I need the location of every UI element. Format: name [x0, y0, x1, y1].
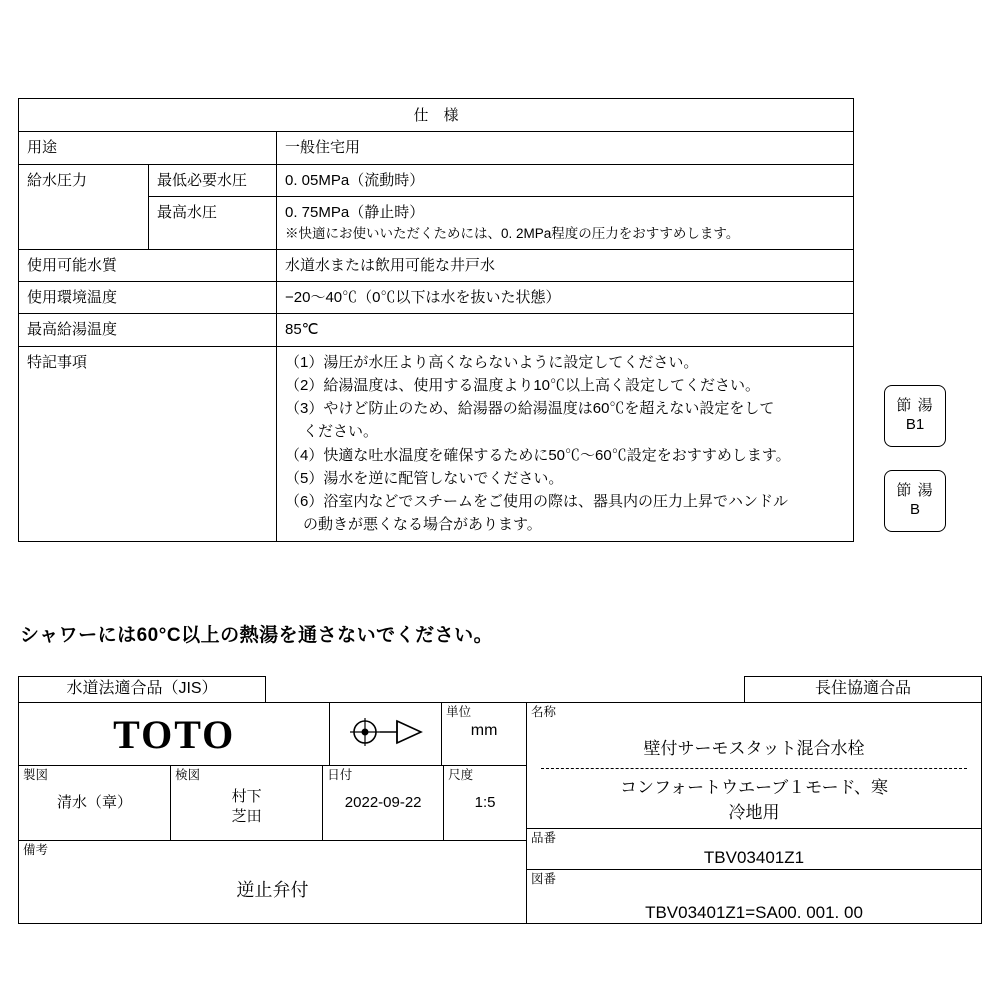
projection-symbol-cell [330, 703, 442, 765]
row-label-shiyo-kano-suishitsu: 使用可能水質 [19, 249, 277, 281]
checker-value-2: 芝田 [231, 808, 262, 826]
scale-cell [444, 766, 526, 840]
note-line: ください。 [303, 423, 379, 441]
product-name-cell [527, 703, 981, 829]
note-line: （3）やけど防止のため、給湯器の給湯温度は60℃を超えない設定をして [285, 400, 775, 418]
saiko-suiatsu-note: ※快適にお使いいただくためには、0. 2MPa程度の圧力をおすすめします。 [285, 226, 740, 241]
setsuyu-badge-b [884, 470, 946, 532]
note-line: （1）湯圧が水圧より高くならないように設定してください。 [285, 353, 699, 371]
row-value-saiko-kyuto-ondo: 85℃ [277, 314, 854, 346]
row-label-youto: 用途 [19, 132, 277, 164]
title-block-right [527, 703, 981, 923]
setsuyu-badge-b-bottom: B [909, 501, 920, 518]
remarks-header: 備考 [23, 843, 49, 857]
drawing-number-cell [527, 870, 981, 923]
note-line: （4）快適な吐水温度を確保するために50℃〜60℃設定をおすすめします。 [285, 446, 791, 464]
note-line: （6）浴室内などでスチームをご使用の際は、器具内の圧力上昇でハンドル [285, 493, 789, 511]
product-name-value-1: 壁付サーモスタット混合水栓 [643, 739, 865, 758]
table-row [19, 132, 854, 164]
unit-cell [442, 703, 526, 765]
setsuyu-badge-b1-bottom: B1 [905, 416, 925, 433]
saiko-suiatsu-value: 0. 75MPa（静止時） [285, 203, 425, 221]
scale-header: 尺度 [448, 768, 474, 782]
part-number-header: 品番 [531, 831, 557, 846]
date-header: 日付 [327, 768, 353, 782]
table-row [19, 164, 854, 196]
title-block-left [19, 703, 527, 923]
row-value-tokki-jiko [277, 346, 854, 541]
choju-compliance-label: 長住協適合品 [744, 676, 982, 703]
drafter-cell [19, 766, 171, 840]
row-label-kyusui-atsuryoku-cont [19, 196, 149, 249]
date-value: 2022-09-22 [344, 794, 422, 811]
spec-table-title: 仕 様 [19, 99, 854, 132]
product-name-header: 名称 [531, 705, 557, 719]
table-row [19, 314, 854, 346]
checker-header: 検図 [175, 768, 201, 782]
checker-value-1: 村下 [231, 788, 262, 805]
row-sub-saitei-hitsuyo-suiatsu: 最低必要水圧 [149, 164, 277, 196]
table-row-notes [19, 346, 854, 541]
scale-value: 1:5 [474, 794, 496, 811]
projection-symbol-icon [347, 717, 425, 752]
note-line: （5）湯水を逆に配管しないでください。 [285, 469, 564, 487]
table-row [19, 282, 854, 314]
specification-table-container [18, 98, 854, 542]
brand-logo-cell [19, 703, 330, 765]
title-block [18, 676, 982, 924]
setsuyu-badge-b-top: 節 湯 [896, 482, 934, 500]
remarks-value: 逆止弁付 [236, 880, 309, 900]
setsuyu-badge-b1 [884, 385, 946, 447]
row-sub-saiko-suiatsu: 最高水圧 [149, 196, 277, 249]
row-value-youto: 一般住宅用 [277, 132, 854, 164]
table-row [19, 249, 854, 281]
setsuyu-badge-b1-top: 節 湯 [896, 397, 934, 415]
jis-compliance-label: 水道法適合品（JIS） [18, 676, 266, 703]
unit-header: 単位 [446, 705, 472, 719]
table-row [19, 196, 854, 249]
checker-cell [171, 766, 323, 840]
row-value-saitei-hitsuyo-suiatsu: 0. 05MPa（流動時） [277, 164, 854, 196]
row-value-shiyo-kankyo-ondo: −20〜40℃（0℃以下は水を抜いた状態） [277, 282, 854, 314]
remarks-cell [19, 841, 526, 923]
unit-value: mm [470, 722, 498, 739]
part-number-value: TBV03401Z1 [703, 848, 805, 868]
title-block-top-row [18, 676, 982, 702]
row-label-saiko-kyuto-ondo: 最高給湯温度 [19, 314, 277, 346]
drafter-value: 清水（章） [57, 794, 133, 811]
warning-text: シャワーには60°C以上の熱湯を通さないでください。 [20, 625, 494, 646]
part-number-cell [527, 829, 981, 870]
toto-logo: TOTO [113, 711, 236, 757]
drafter-header: 製図 [23, 768, 49, 782]
table-row-title [19, 99, 854, 132]
row-label-shiyo-kankyo-ondo: 使用環境温度 [19, 282, 277, 314]
specification-table [18, 98, 854, 542]
row-label-kyusui-atsuryoku: 給水圧力 [19, 164, 149, 196]
title-block-row-logo [19, 703, 526, 766]
product-name-value-2: コンフォートウエーブ１モード、寒 [619, 777, 889, 797]
title-block-main [18, 702, 982, 924]
date-cell [323, 766, 444, 840]
row-value-shiyo-kano-suishitsu: 水道水または飲用可能な井戸水 [277, 249, 854, 281]
row-value-saiko-suiatsu [277, 196, 854, 249]
drawing-number-header: 図番 [531, 872, 557, 886]
row-label-tokki-jiko: 特記事項 [19, 346, 277, 541]
note-line: の動きが悪くなる場合があります。 [303, 516, 542, 534]
product-name-value-3: 冷地用 [728, 803, 780, 822]
drawing-number-value: TBV03401Z1=SA00. 001. 00 [645, 903, 863, 922]
note-line: （2）給湯温度は、使用する温度より10℃以上高く設定してください。 [285, 376, 761, 394]
title-block-row-signatures [19, 766, 526, 841]
